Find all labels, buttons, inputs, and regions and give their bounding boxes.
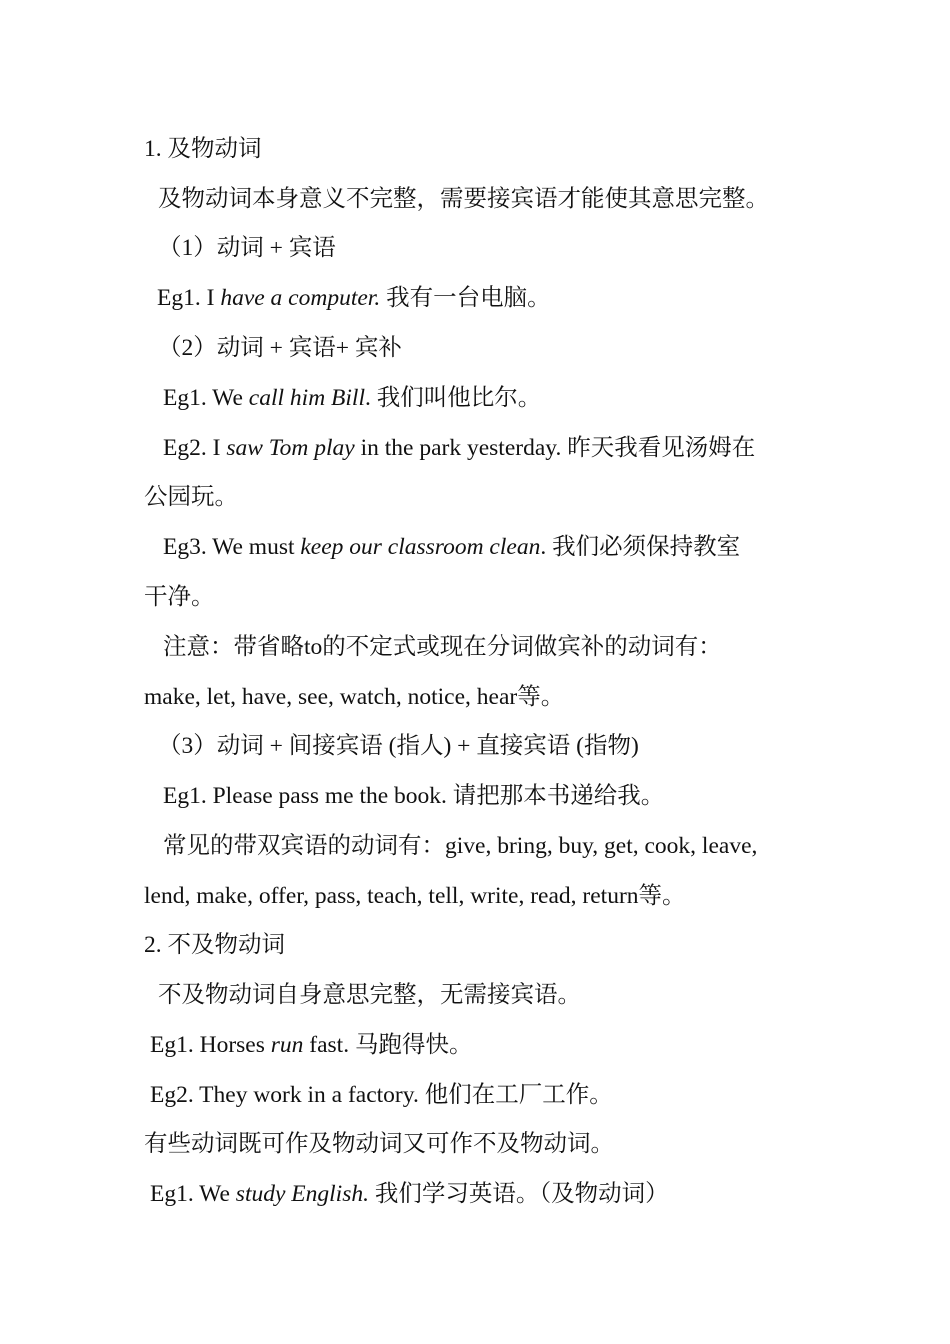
italic-span: study English. (235, 1181, 369, 1207)
text-span: 2. 不及物动词 (144, 932, 285, 958)
italic-span: keep our classroom clean (300, 534, 541, 560)
text-span: Eg1. We (163, 385, 249, 411)
text-span: 公园玩。 (144, 484, 238, 510)
double-object-verbs (163, 831, 757, 861)
italic-span: have a computer. (220, 285, 381, 311)
heading-transitive-verbs (144, 134, 262, 164)
text-span: lend, make, offer, pass, teach, tell, write, read, return等。 (144, 883, 686, 909)
italic-span: call him Bill (248, 385, 365, 411)
intransitive-example-2 (150, 1080, 613, 1110)
dual-use-example-1 (150, 1179, 669, 1209)
note-line (163, 632, 722, 662)
text-span: 常见的带双宾语的动词有：give, bring, buy, get, cook, leave, (163, 833, 758, 859)
text-span: 干净。 (144, 584, 215, 610)
text-span: 有些动词既可作及物动词又可作不及物动词。 (144, 1131, 614, 1157)
double-object-verbs-continued (144, 881, 686, 911)
pattern-1-example-1 (157, 283, 551, 313)
text-span: 及物动词本身意义不完整，需要接宾语才能使其意思完整。 (158, 186, 769, 212)
italic-span: saw Tom play (226, 435, 355, 461)
pattern-3-example-1 (163, 781, 664, 811)
pattern-3-heading (158, 731, 639, 761)
note-verb-list (144, 682, 564, 712)
text-span: （2）动词 + 宾语+ 宾补 (158, 335, 402, 361)
text-span: Eg1. We (150, 1181, 236, 1207)
heading-intransitive-verbs (144, 930, 285, 960)
text-span: 1. 及物动词 (144, 136, 262, 162)
text-span: （3）动词 + 间接宾语 (指人) + 直接宾语 (指物) (158, 733, 639, 759)
pattern-2-example-3-continued (144, 582, 215, 612)
text-span: 我们学习英语。（及物动词） (368, 1181, 669, 1207)
italic-span: run (270, 1032, 304, 1058)
pattern-2-example-2-continued (144, 482, 238, 512)
text-span: . 我们叫他比尔。 (364, 385, 542, 411)
pattern-2-example-2 (163, 433, 755, 463)
text-span: Eg1. I (157, 285, 221, 311)
dual-use-note (144, 1129, 614, 1159)
pattern-2-example-1 (163, 383, 541, 413)
text-span: 注意：带省略to的不定式或现在分词做宾补的动词有： (163, 634, 722, 660)
text-span: make, let, have, see, watch, notice, hear等。 (144, 684, 565, 710)
text-span: Eg3. We must (163, 534, 301, 560)
text-span: 不及物动词自身意思完整，无需接宾语。 (158, 982, 581, 1008)
text-span: in the park yesterday. 昨天我看见汤姆在 (354, 435, 756, 461)
text-span: Eg1. Please pass me the book. 请把那本书递给我。 (163, 783, 665, 809)
text-span: Eg1. Horses (150, 1032, 271, 1058)
text-span: 我有一台电脑。 (380, 285, 551, 311)
intransitive-example-1 (150, 1030, 472, 1060)
text-span: （1）动词 + 宾语 (158, 235, 336, 261)
text-span: . 我们必须保持教室 (540, 534, 741, 560)
pattern-1-heading (158, 233, 336, 263)
transitive-definition (158, 184, 769, 214)
text-span: Eg2. They work in a factory. 他们在工厂工作。 (150, 1082, 613, 1108)
text-span: Eg2. I (163, 435, 227, 461)
intransitive-definition (158, 980, 581, 1010)
text-span: fast. 马跑得快。 (303, 1032, 473, 1058)
pattern-2-example-3 (163, 532, 740, 562)
pattern-2-heading (158, 333, 402, 363)
